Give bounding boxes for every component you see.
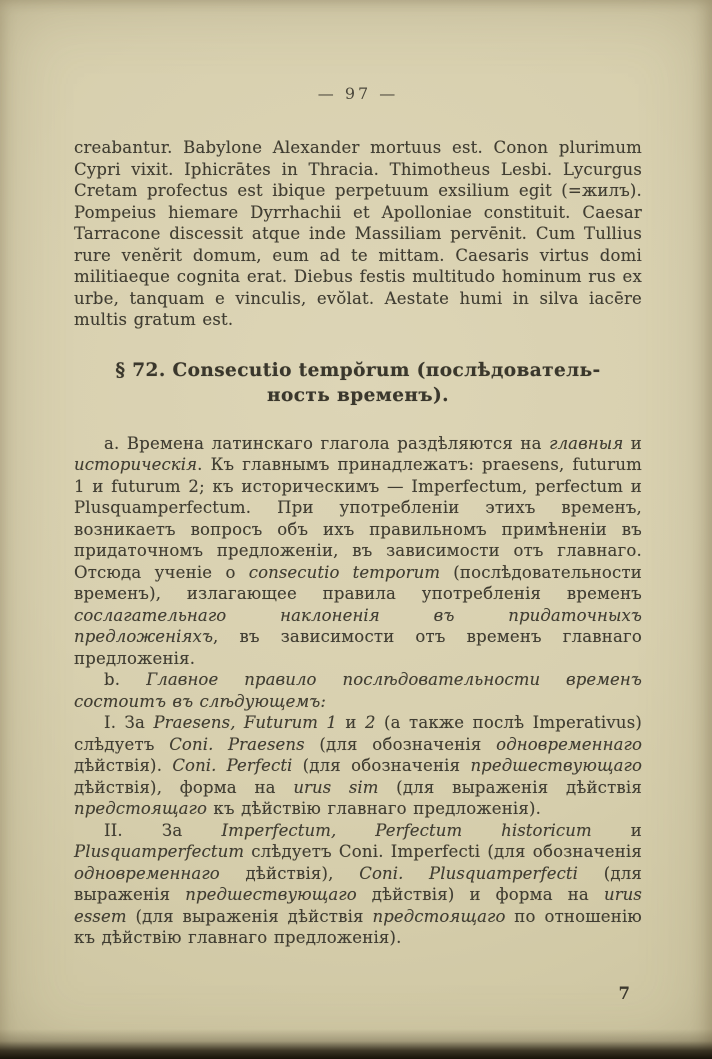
italic-text-segment: Praesens, Futurum 1 <box>153 713 337 732</box>
text-segment: (послѣдовательности временъ), излагающее правила употребленія временъ <box>74 562 642 603</box>
italic-text-segment: предстоящаго <box>74 799 207 818</box>
paragraph <box>74 712 642 820</box>
italic-text-segment: Plusquamperfectum <box>74 842 245 861</box>
text-segment: по отношенію къ дѣйствію главнаго предложенія). <box>74 906 642 947</box>
italic-text-segment: Imperfectum, Perfectum historicum <box>221 820 592 840</box>
italic-text-segment: историческія <box>74 455 198 474</box>
text-segment: къ дѣйствію главнаго предложенія). <box>206 799 542 818</box>
italic-text-segment: Coni. Praesens <box>169 734 305 754</box>
paragraph <box>74 820 642 949</box>
italic-text-segment: Coni. Plusquamperfecti <box>359 863 579 883</box>
italic-text-segment: Coni. Perfecti <box>172 756 293 775</box>
section-heading: § 72. Consecutio tempŏrum (послѣдователь- ность временъ). <box>115 359 601 406</box>
text-segment: II. За <box>104 820 222 840</box>
text-segment: и <box>623 433 642 453</box>
text-segment: (для обозначенія <box>292 756 471 775</box>
italic-text-segment: одновременнаго <box>74 863 220 883</box>
text-segment: b. <box>104 670 147 689</box>
text-segment: (для выраженія <box>74 863 642 904</box>
italic-text-segment: urus essem <box>74 885 642 926</box>
italic-text-segment: предшествующаго <box>185 885 357 904</box>
page-number: — 97 — <box>317 84 399 103</box>
text-segment: слѣдуетъ Coni. Imperfecti (для обозначенія <box>244 842 642 861</box>
italic-text-segment: Главное правило послѣдовательности временъ состоитъ въ слѣдующемъ: <box>74 670 642 711</box>
italic-text-segment: главныя <box>549 433 624 453</box>
italic-text-segment: urus sim <box>293 777 379 797</box>
text-segment: (а также послѣ Imperativus) слѣдуетъ <box>74 713 643 754</box>
text-segment: creabantur. Babylone Alexander mortuus est. Conon plurimum Cypri vixit. Iphicrātes in Thracia. Thimotheus Lesbi. Lycurgus Cretam profectus est ibique perpetuum exsilium egit (=жилъ). Pompeius hiemare Dyrrhachii et Apolloniae constituit. Caesar Tarracone discessit atque inde Massiliam pervēnit. Cum Tullius rure venĕrit domum, eum ad te mittam. Caesaris virtus domi militiaeque cognita erat. Diebus festis multitudo hominum rus ex urbe, tanquam e vinculis, evŏlat. Aestate humi in silva iacēre multis gratum est. <box>74 138 642 329</box>
italic-text-segment: предстоящаго <box>372 906 506 926</box>
paragraph <box>74 137 642 331</box>
scan-bottom-edge <box>0 1029 712 1059</box>
italic-text-segment: одновременнаго <box>496 734 642 754</box>
text-segment: дѣйствія), <box>219 863 360 883</box>
text-segment: . Къ главнымъ принадлежатъ: praesens, futurum 1 и futurum 2; къ историческимъ — Imperfectum, perfectum и Plusquamperfectum. При употребленіи этихъ временъ, возникаетъ вопросъ объ ихъ правильномъ примѣненіи въ придаточномъ предложеніи, въ зависимости отъ главнаго. Отсюда ученіе о <box>74 455 642 582</box>
text-block <box>74 137 642 949</box>
italic-text-segment: consecutio temporum <box>248 562 441 582</box>
text-segment: (для выраженія дѣйствія <box>126 906 373 926</box>
paragraph <box>74 433 642 670</box>
text-segment: I. За <box>104 713 154 732</box>
italic-text-segment: предшествующаго <box>470 756 642 775</box>
text-segment: (для обозначенія <box>304 734 497 754</box>
paragraph <box>74 669 642 712</box>
signature-number: 7 <box>618 984 630 1003</box>
italic-text-segment: сослагательнаго наклоненія въ придаточныхъ предложеніяхъ <box>74 605 642 646</box>
text-segment: дѣйствія), форма на <box>74 777 294 797</box>
italic-text-segment: 2 <box>364 713 376 732</box>
text-segment: (для выраженія дѣйствія <box>378 777 643 797</box>
text-segment: , въ зависимости отъ временъ главнаго предложенія. <box>74 627 642 668</box>
text-segment: дѣйствія). <box>74 756 173 775</box>
text-segment: и <box>336 713 365 732</box>
text-segment: дѣйствія) и форма на <box>356 885 604 904</box>
text-segment: a. Времена латинскаго глагола раздѣляются на <box>104 433 550 453</box>
text-segment: и <box>591 820 642 840</box>
